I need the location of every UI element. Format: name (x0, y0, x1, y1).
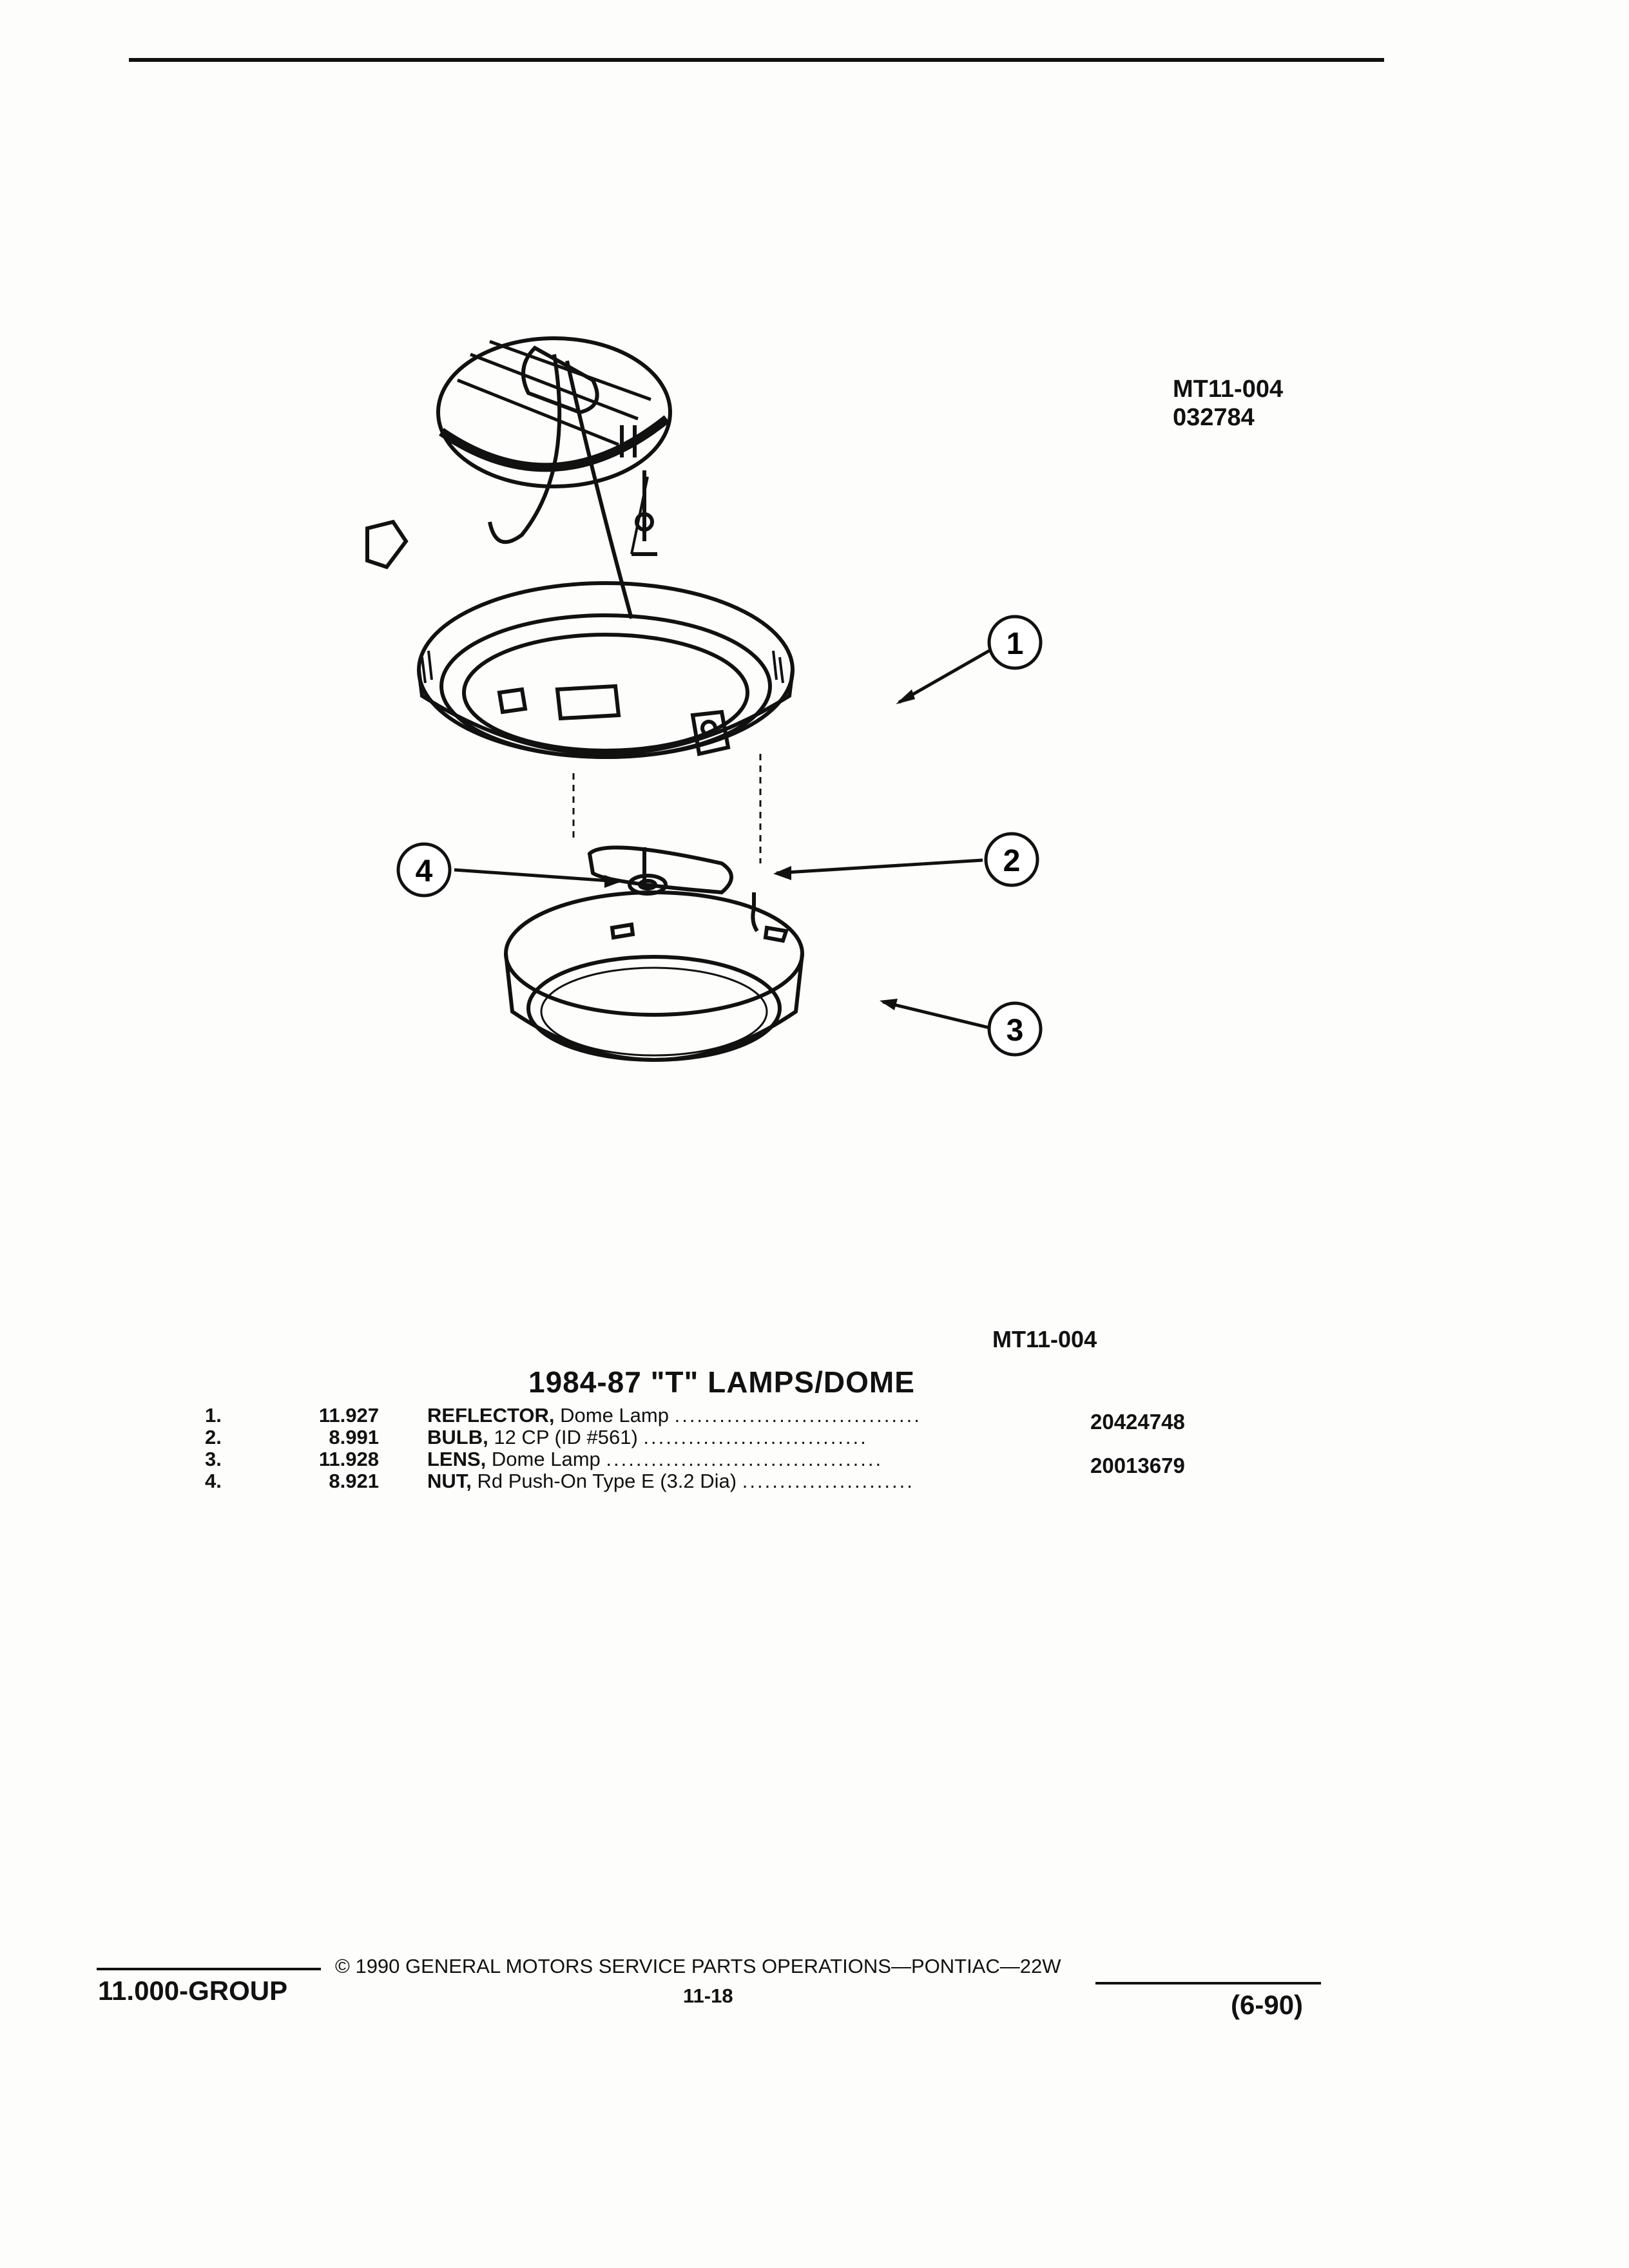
item-description: LENS, Dome Lamp ..................................... (427, 1448, 883, 1470)
footer-rule-right (1095, 1982, 1321, 1984)
parts-row (205, 1427, 1249, 1448)
parts-row (205, 1448, 1249, 1477)
item-group-number: 11.927 (318, 1404, 379, 1427)
callout-1-label: 1 (1006, 627, 1024, 661)
footer-date: (6-90) (1231, 1990, 1304, 2020)
item-group-number: 8.991 (329, 1426, 379, 1448)
callout-3-label: 3 (1006, 1014, 1024, 1048)
item-part-number: 20013679 (1090, 1454, 1185, 1477)
item-description: REFLECTOR, Dome Lamp ................................. (427, 1405, 921, 1427)
footer-page-number: 11-18 (683, 1984, 733, 2007)
item-group-number: 8.921 (329, 1470, 379, 1492)
figure-caption-code: MT11-004 (992, 1326, 1097, 1352)
figure-ref-code: MT11-004 (1173, 376, 1284, 403)
parts-list (205, 1405, 1249, 1492)
parts-row (205, 1470, 1249, 1492)
callout-2-label: 2 (1003, 844, 1021, 878)
item-group-number: 11.928 (318, 1448, 379, 1470)
item-number: 3. (205, 1448, 222, 1470)
item-description: BULB, 12 CP (ID #561) .............................. (427, 1427, 868, 1448)
parts-row (205, 1404, 1249, 1434)
item-part-number: 20424748 (1090, 1410, 1185, 1434)
item-number: 1. (205, 1404, 222, 1427)
figure-ref-date: 032784 (1173, 404, 1255, 431)
item-description: NUT, Rd Push-On Type E (3.2 Dia) ....................... (427, 1470, 914, 1492)
item-number: 4. (205, 1470, 222, 1492)
footer-group: 11.000-GROUP (98, 1975, 288, 2006)
callout-4-label: 4 (415, 854, 433, 889)
footer-copyright: © 1990 GENERAL MOTORS SERVICE PARTS OPERATIONS—PONTIAC—22W (335, 1955, 1061, 1977)
item-number: 2. (205, 1426, 222, 1448)
footer-rule-left (97, 1968, 321, 1970)
section-title: 1984-87 "T" LAMPS/DOME (528, 1365, 915, 1399)
